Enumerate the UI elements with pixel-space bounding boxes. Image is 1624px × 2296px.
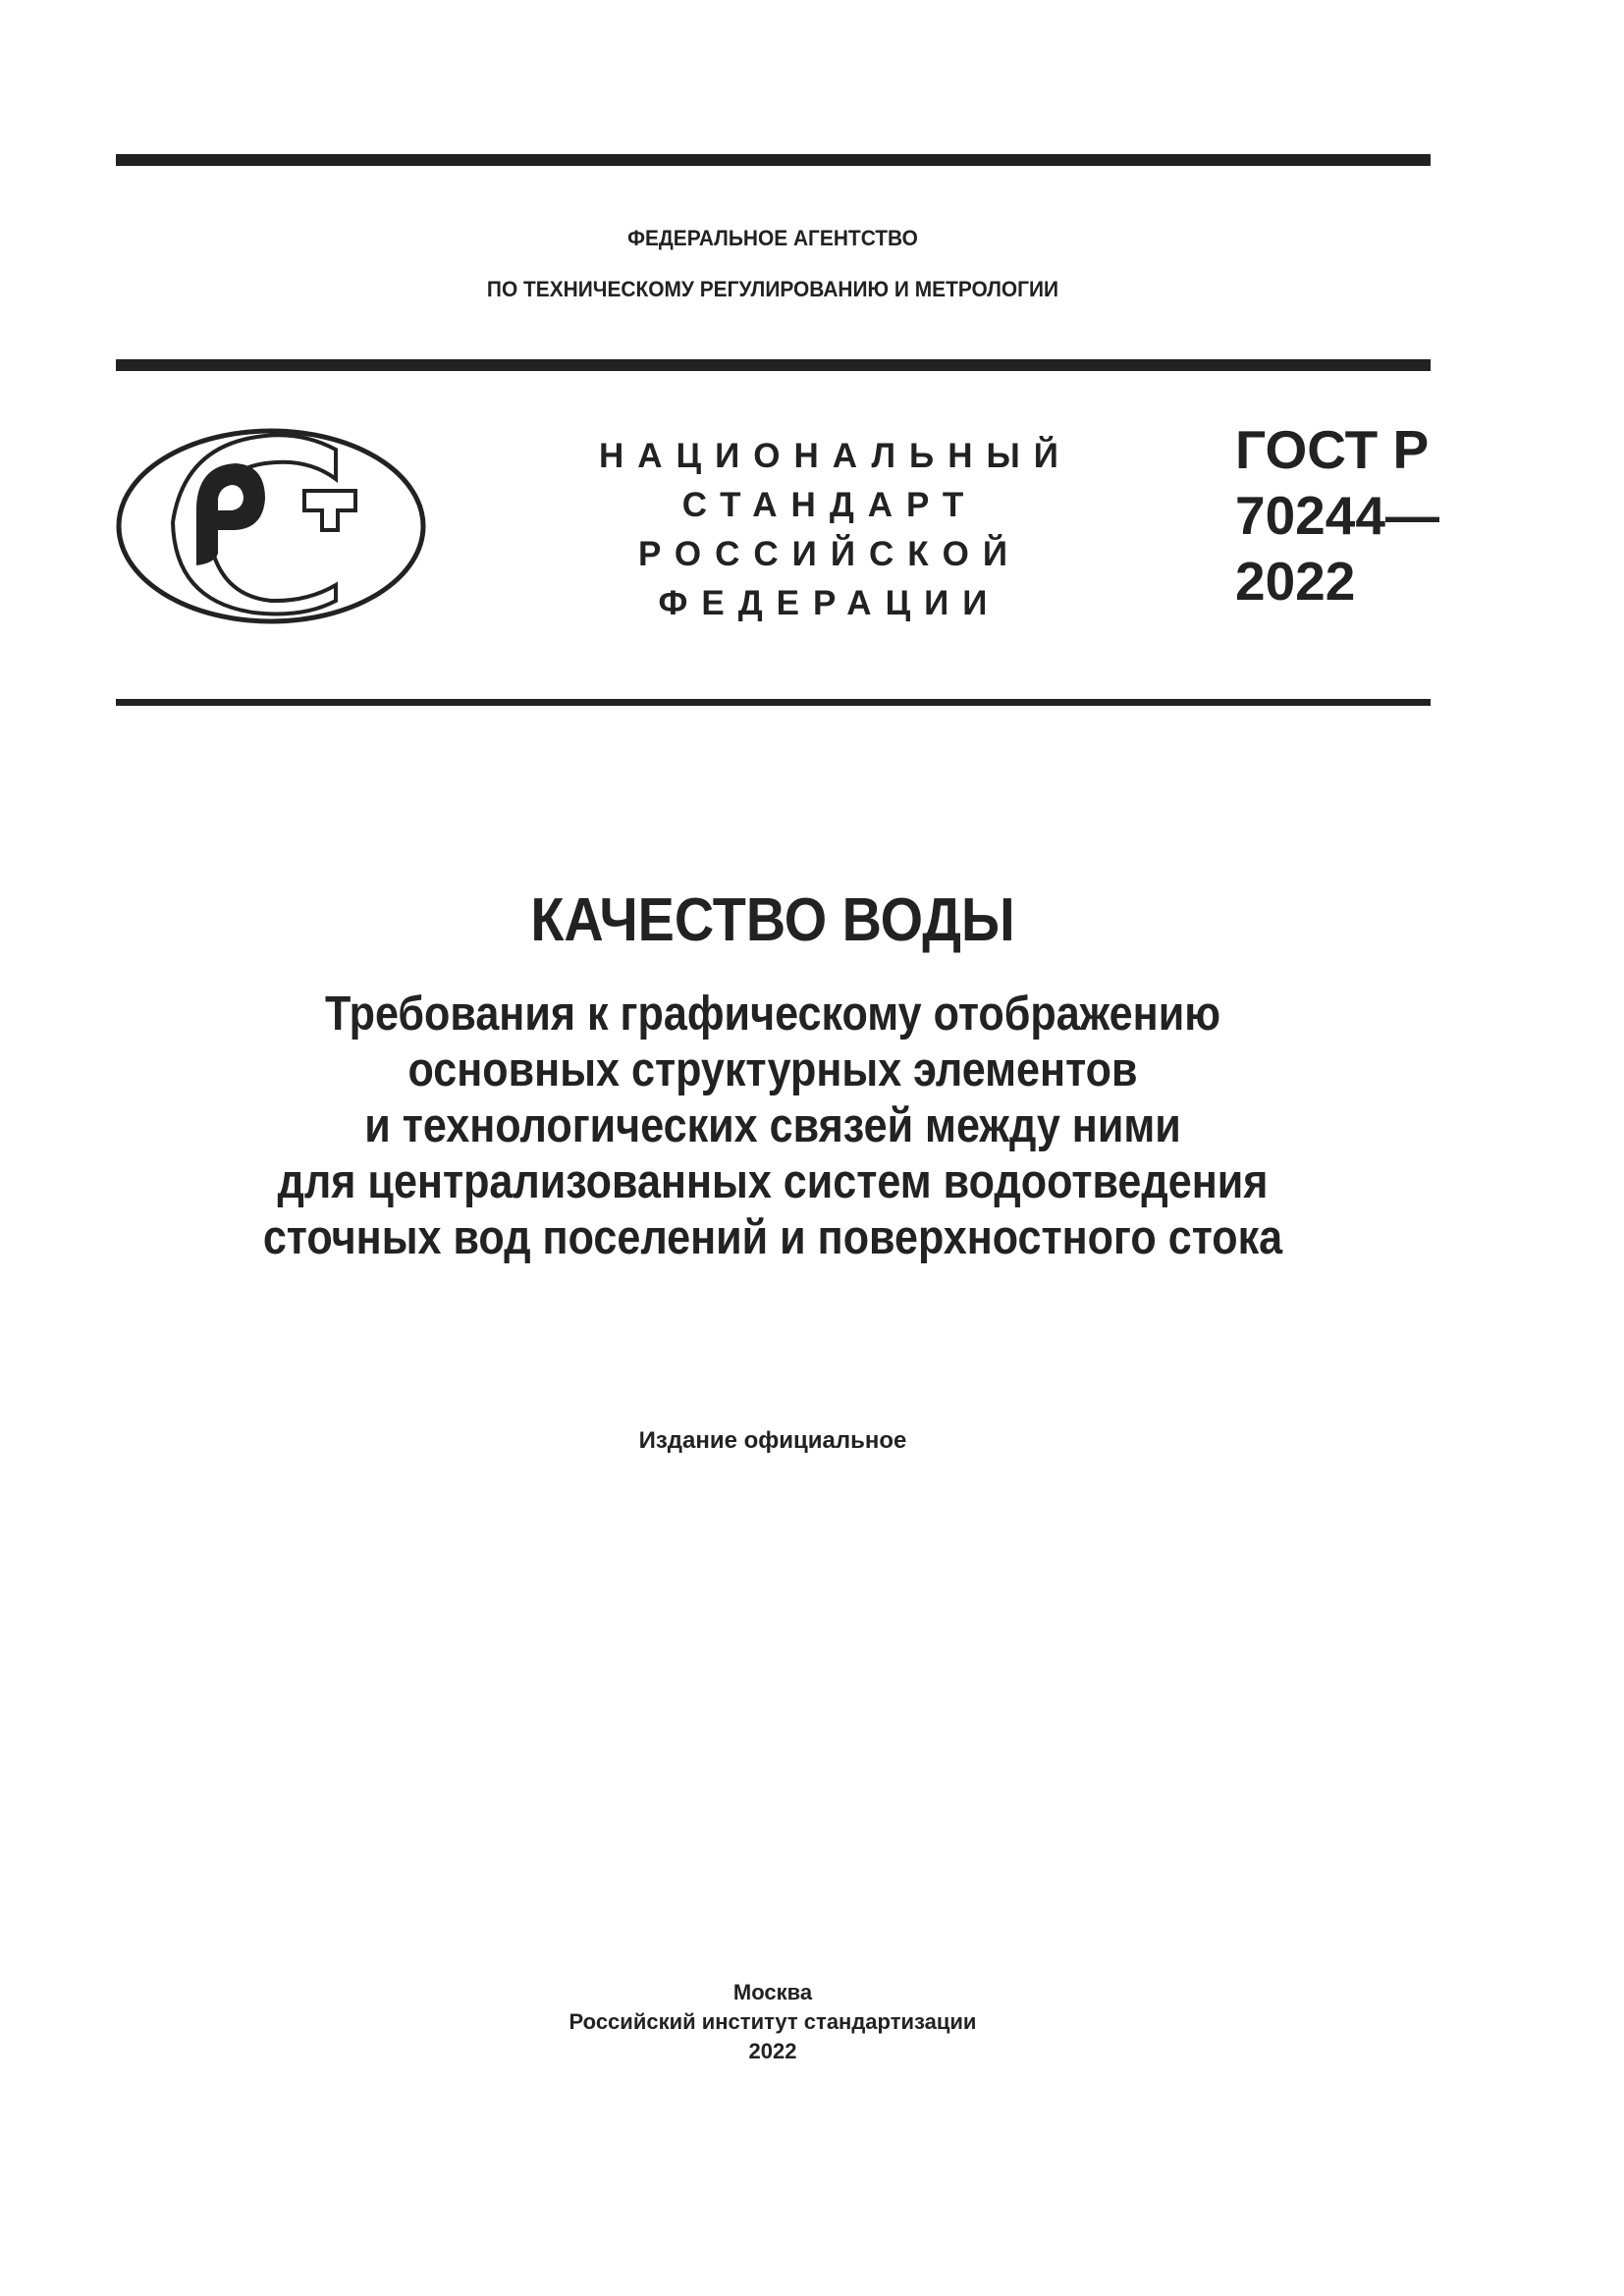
standard-type-line: РОССИЙСКОЙ: [638, 535, 1021, 573]
rst-certification-mark-icon: [116, 428, 426, 624]
top-rule: [116, 154, 1431, 166]
publisher-year: 2022: [748, 2039, 797, 2063]
header-rule: [116, 359, 1431, 371]
publisher-block: [0, 1978, 1545, 2066]
designation-line: 2022: [1235, 551, 1356, 612]
subtitle-line: сточных вод поселений и поверхностного стока: [262, 1211, 1283, 1264]
agency-line-1: ФЕДЕРАЛЬНОЕ АГЕНТСТВО: [627, 226, 918, 250]
subtitle-line: и технологических связей между ними: [364, 1099, 1181, 1152]
subtitle-line: Требования к графическому отображению: [324, 988, 1221, 1041]
standard-type-line: СТАНДАРТ: [681, 486, 978, 524]
title-block-rule: [116, 699, 1431, 706]
publisher-city: Москва: [732, 1980, 813, 2004]
document-title: КАЧЕСТВО ВОДЫ: [530, 886, 1015, 954]
standard-type-line: ФЕДЕРАЦИИ: [658, 584, 1001, 622]
designation-line: ГОСТ Р: [1235, 419, 1430, 480]
designation-line: 70244—: [1235, 485, 1439, 546]
publisher-institute: Российский институт стандартизации: [568, 2009, 977, 2034]
subtitle-line: для централизованных систем водоотведения: [277, 1155, 1269, 1208]
document-subtitle: [92, 987, 1452, 1266]
agency-line-2: ПО ТЕХНИЧЕСКОМУ РЕГУЛИРОВАНИЮ И МЕТРОЛОГИИ: [486, 277, 1059, 301]
standard-type-block: [599, 432, 1072, 628]
subtitle-line: основных структурных элементов: [407, 1043, 1138, 1096]
standard-designation: [1235, 417, 1439, 614]
edition-label: Издание официальное: [638, 1427, 907, 1454]
standard-type-line: НАЦИОНАЛЬНЫЙ: [599, 437, 1072, 475]
